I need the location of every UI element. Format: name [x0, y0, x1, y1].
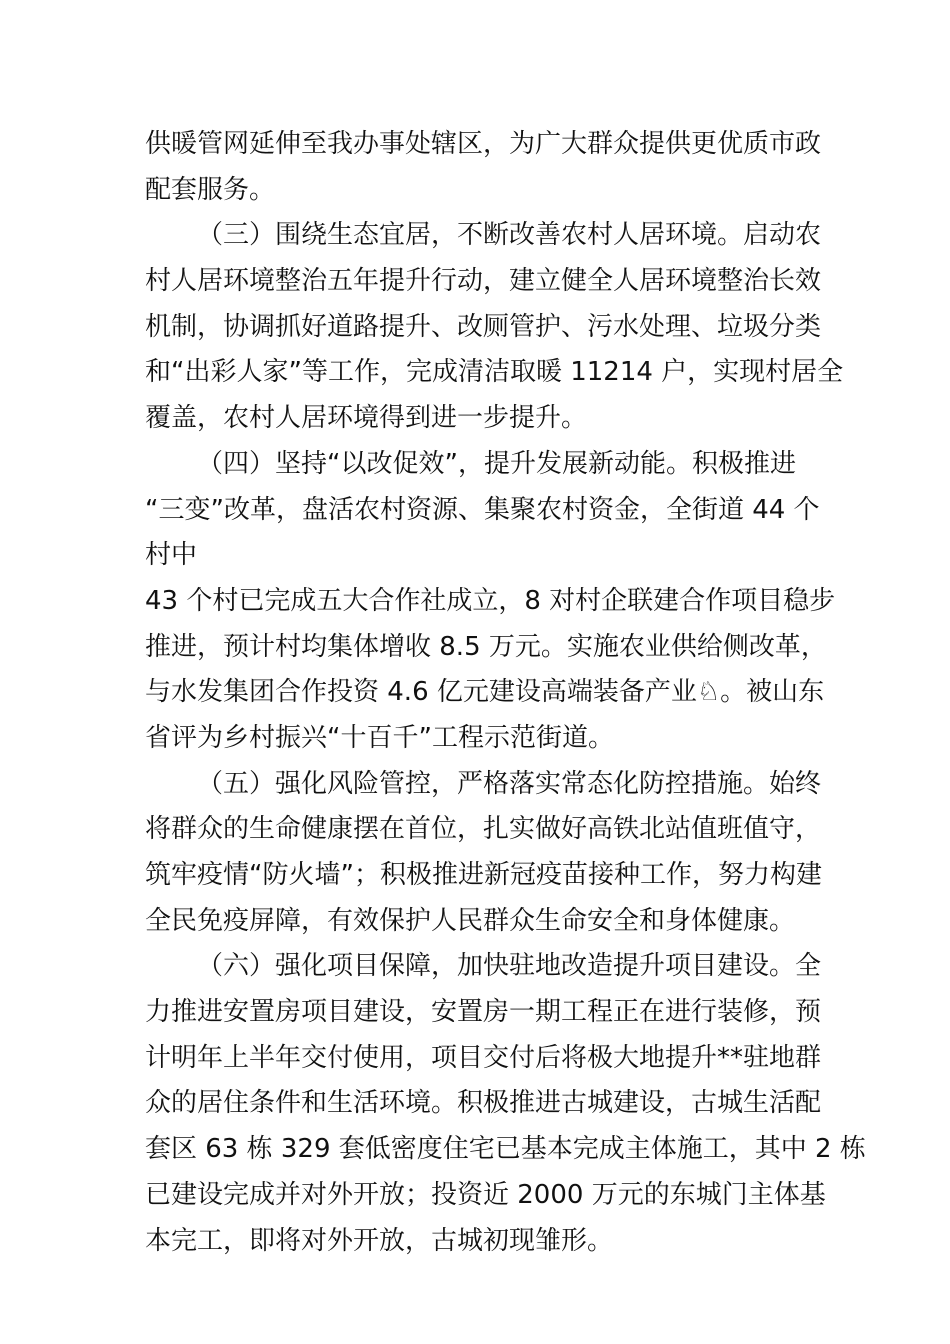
text-line: 将群众的生命健康摆在首位，扎实做好高铁北站值班值守， [145, 814, 822, 845]
text-line: （六）强化项目保障，加快驻地改造提升项目建设。全 [197, 951, 822, 982]
text-line: “三变”改革，盘活农村资源、集聚农村资金，全街道 44 个 [145, 494, 820, 525]
text-line: 众的居住条件和生活环境。积极推进古城建设，古城生活配 [145, 1088, 822, 1119]
text-line: 筑牢疫情“防火墙”；积极推进新冠疫苗接种工作，努力构建 [145, 860, 822, 890]
text-line: 推进，预计村均集体增收 8.5 万元。实施农业供给侧改革， [145, 631, 827, 662]
text-line: 和“出彩人家”等工作，完成清洁取暖 11214 户，实现村居全 [145, 357, 844, 388]
text-line: 力推进安置房项目建设，安置房一期工程正在进行装修，预 [145, 997, 822, 1028]
text-line: 村人居环境整治五年提升行动，建立健全人居环境整治长效 [145, 266, 822, 297]
text-line: 已建设完成并对外开放；投资近 2000 万元的东城门主体基 [145, 1179, 826, 1210]
text-line: （五）强化风险管控，严格落实常态化防控措施。始终 [197, 768, 822, 799]
text-line: 供暖管网延伸至我办事处辖区，为广大群众提供更优质市政 [145, 129, 822, 159]
document-body [145, 122, 866, 1264]
text-line: 覆盖，农村人居环境得到进一步提升。 [145, 403, 588, 434]
text-line: （四）坚持“以改促效”，提升发展新动能。积极推进 [197, 448, 796, 479]
text-line: 本完工，即将对外开放，古城初现雏形。 [145, 1225, 614, 1256]
text-line: （三）围绕生态宜居，不断改善农村人居环境。启动农 [197, 220, 822, 251]
text-line: 计明年上半年交付使用，项目交付后将极大地提升**驻地群 [145, 1042, 822, 1073]
text-line: 配套服务。 [145, 174, 276, 205]
text-line: 套区 63 栋 329 套低密度住宅已基本完成主体施工，其中 2 栋 [145, 1134, 866, 1165]
text-line: 与水发集团合作投资 4.6 亿元建设高端装备产业♘。被山东 [145, 677, 825, 708]
text-line: 43 个村已完成五大合作社成立，8 对村企联建合作项目稳步 [145, 585, 836, 616]
text-line: 村中 [145, 540, 198, 571]
text-line: 机制，协调抓好道路提升、改厕管护、污水处理、垃圾分类 [145, 311, 822, 342]
text-line: 省评为乡村振兴“十百千”工程示范街道。 [145, 722, 614, 753]
text-line: 全民免疫屏障，有效保护人民群众生命安全和身体健康。 [145, 905, 796, 936]
